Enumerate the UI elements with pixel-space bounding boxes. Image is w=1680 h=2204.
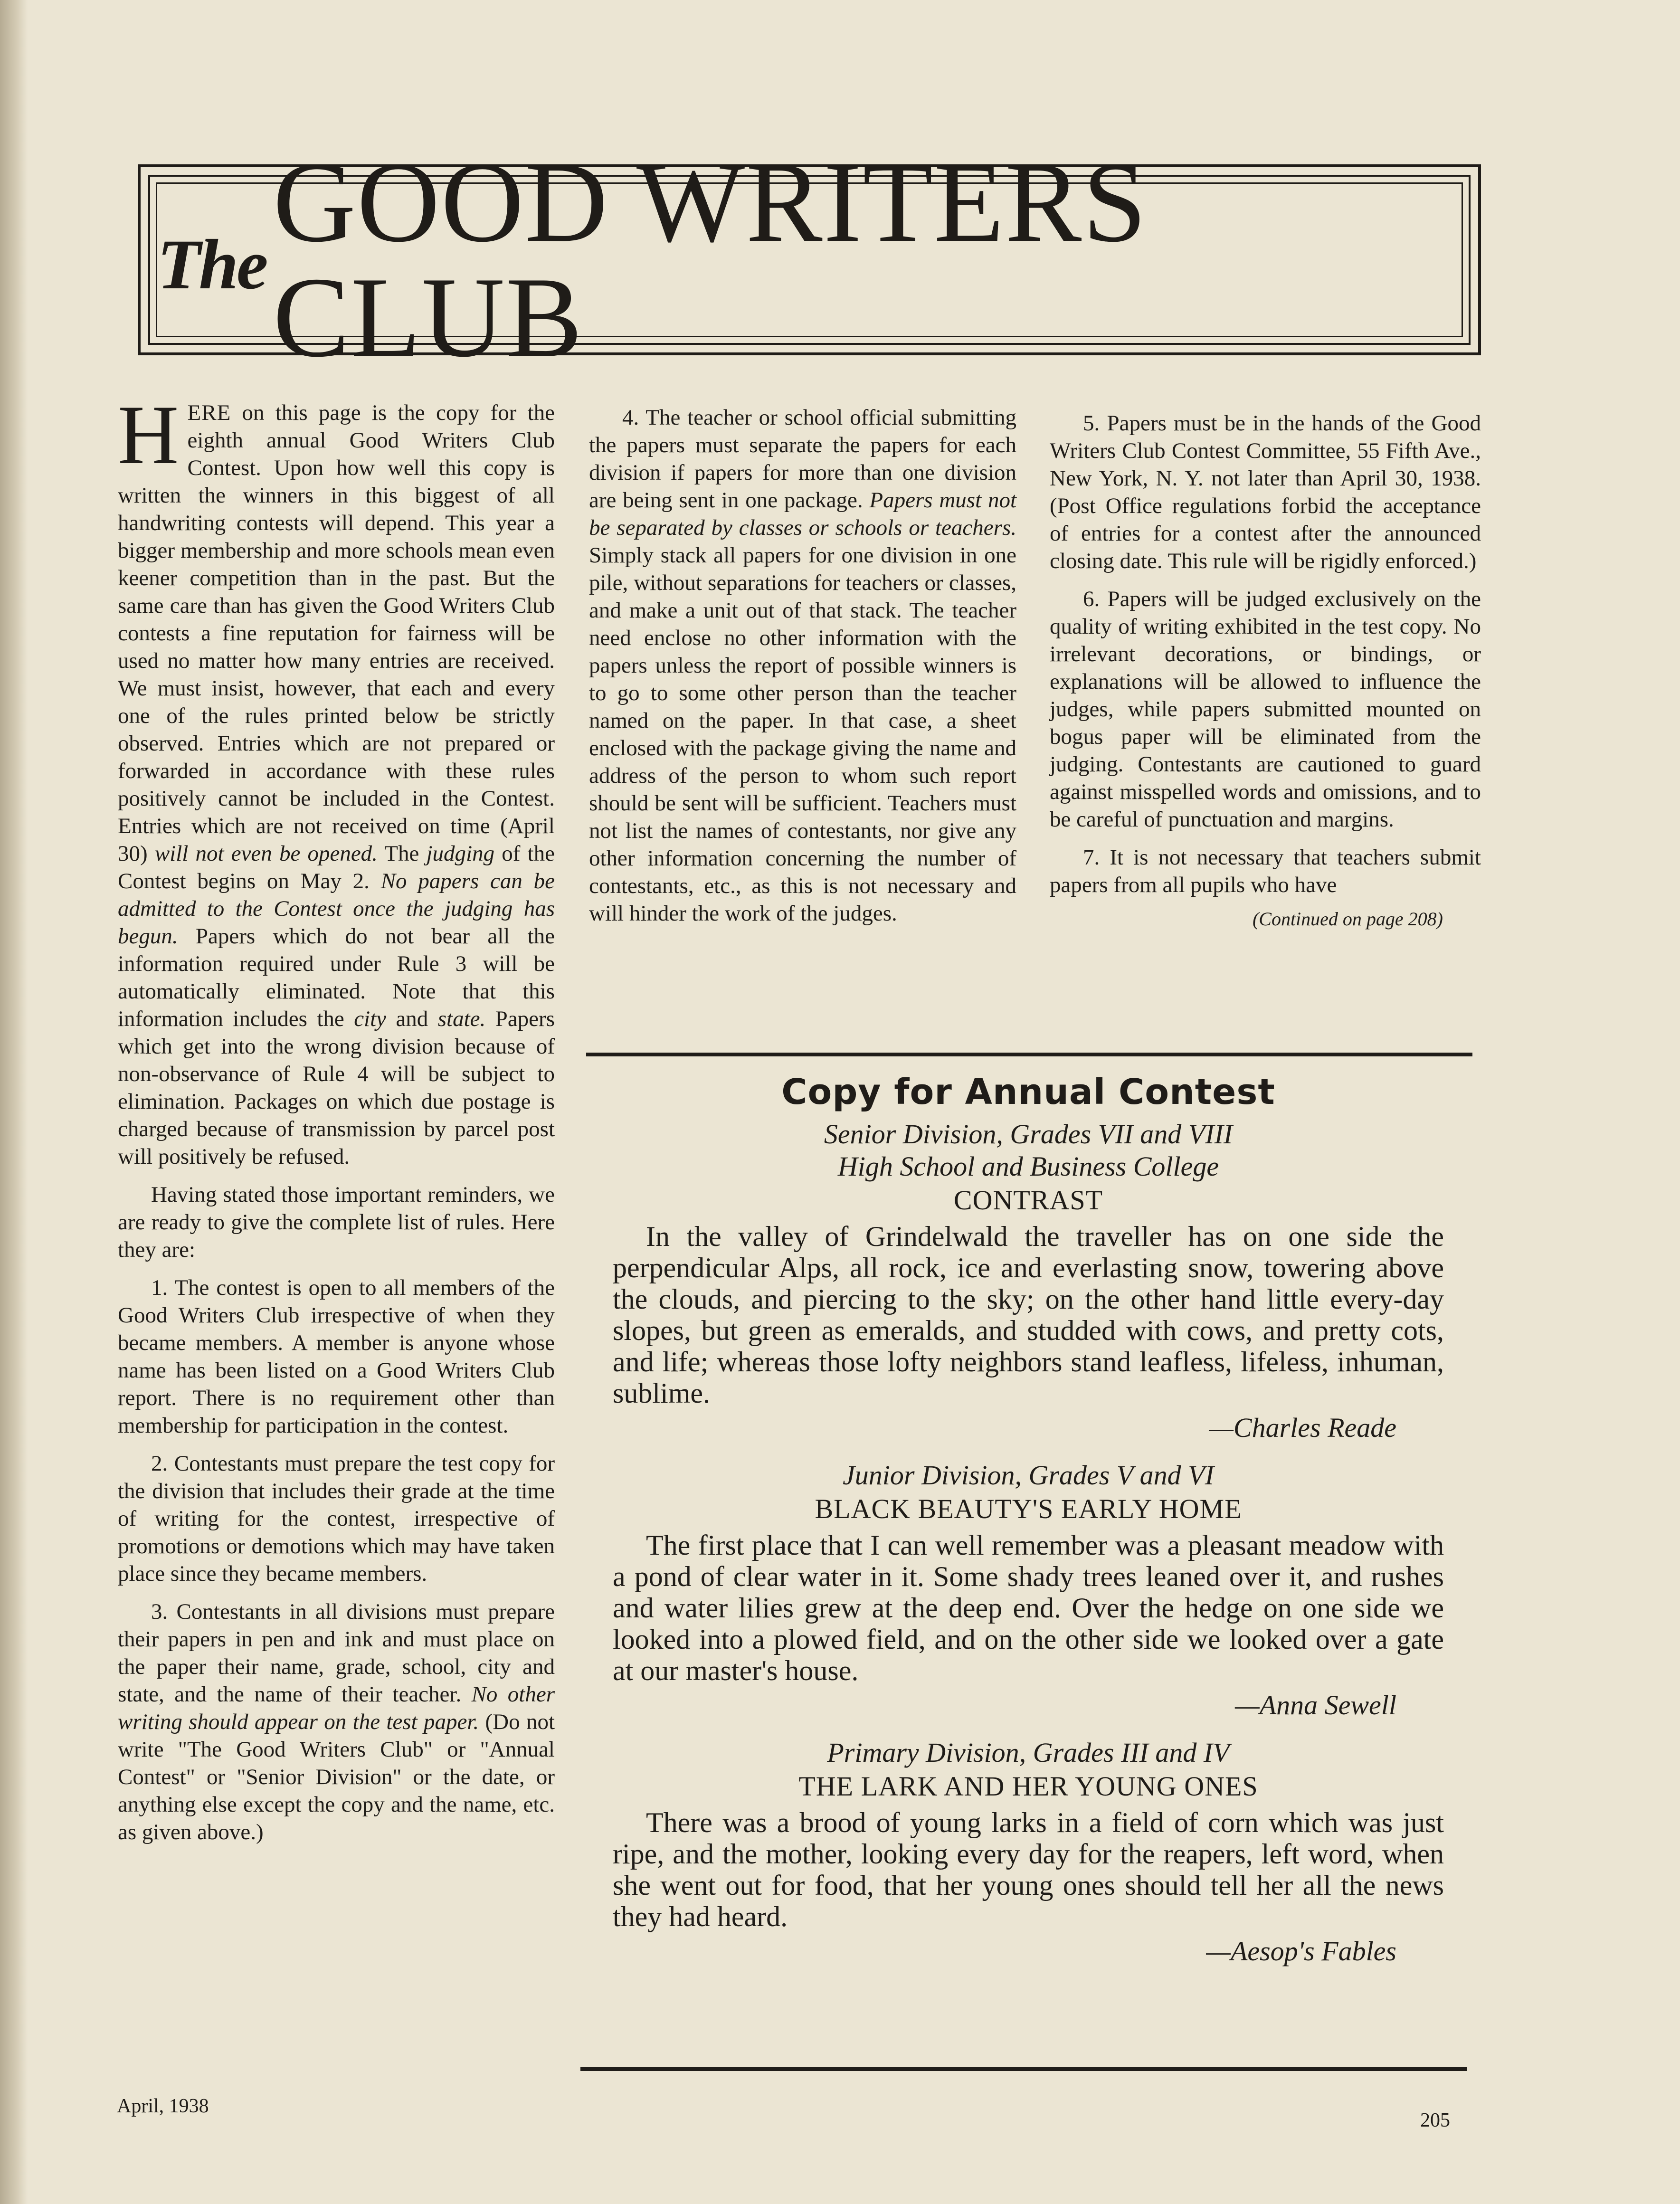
intro-italic-3: No papers can be admitted to the Contest once the judging has begun. [118, 869, 555, 949]
page-number: 205 [1420, 2109, 1450, 2131]
senior-division-subheading: High School and Business College [837, 1151, 1219, 1182]
rule-2: 2. Contestants must prepare the test copy for the division that includes their grade at the time of writing for the contest, irrespective of promotions or demotions which may have taken place since they became members. [118, 1451, 555, 1586]
rule-3 [118, 1598, 555, 1846]
intro-text-1: on this page is the copy for the eighth annual Good Writers Club Contest. Upon how well this copy is written the winners in this biggest of all handwriting contests will depend. This year a bigger membership and more schools mean even keener competition than in the past. But the same care than has given the Good Writers Club contests a fine reputation for fairness will be used no matter how many entries are received. We must insist, however, that each and every one of the rules printed below be strictly observed. Entries which are not prepared or forwarded in accordance with these rules positively cannot be included in the Contest. Entries which are not received on time (April 30) [118, 400, 555, 866]
senior-piece-text: In the valley of Grindelwald the traveller has on one side the perpendicular Alps, all rock, ice and everlasting snow, towering above the clouds, and piercing to the sky; on the other hand little every-day slopes, but green as emeralds, and studded with cows, and pretty cots, and life; whereas those lofty neighbors stand leafless, lifeless, inhuman, sublime. [613, 1221, 1444, 1409]
contest-bottom-rule [580, 2067, 1467, 2071]
intro-italic-2: judging [426, 841, 495, 866]
senior-piece-title: CONTRAST [953, 1185, 1103, 1216]
intro-italic-1: will not even be opened. [154, 841, 378, 866]
intro-text-5: and [386, 1007, 438, 1031]
primary-piece-text: There was a brood of young larks in a field of corn which was just ripe, and the mother, looking every day for the reapers, left word, when she went out for food, that her young ones should tell her all the news they had heard. [613, 1807, 1444, 1932]
masthead-the: The [157, 225, 266, 304]
intro-italic-5: state. [437, 1007, 486, 1031]
contest-copy-box [613, 1066, 1444, 1970]
drop-cap: H [118, 388, 179, 482]
junior-division-heading: Junior Division, Grades V and VI [843, 1460, 1214, 1491]
rule-4-text-a: 4. The teacher or school official submitting the papers must separate the papers for each division if papers for more than one division are being sent in one package. [589, 405, 1016, 513]
contest-top-rule [586, 1053, 1472, 1056]
junior-piece-author: —Anna Sewell [1235, 1690, 1396, 1720]
intro-lead: ERE [187, 400, 231, 425]
contest-title: Copy for Annual Contest [781, 1072, 1275, 1112]
masthead-frame [156, 139, 1463, 381]
rule-4-italic: Papers must not be separated by classes or schools or teachers. [589, 488, 1016, 540]
page-spine-shadow [0, 0, 28, 2204]
column-2 [589, 404, 1016, 927]
masthead-title: GOOD WRITERS CLUB [273, 139, 1148, 381]
primary-division-heading: Primary Division, Grades III and IV [827, 1737, 1230, 1768]
rule-3-italic: No other writing should appear on the test paper. [118, 1682, 555, 1734]
reminders-paragraph: Having stated those important reminders, we are ready to give the complete list of rules. Here they are: [118, 1182, 555, 1262]
rule-5: 5. Papers must be in the hands of the Good Writers Club Contest Committee, 55 Fifth Ave., New York, N. Y. not later than April 30, 1938. (Post Office regulations forbid the acceptance of entries for a contest after the announced closing date. This rule will be rigidly enforced.) [1050, 411, 1481, 573]
intro-text-2: The [377, 841, 427, 866]
intro-text-6: Papers which get into the wrong division because of non-observance of Rule 4 will be subject to elimination. Packages on which due postage is charged because of transmission by parcel post will positively be refused. [118, 1007, 555, 1169]
rule-3-text-b: (Do not write "The Good Writers Club" or "Annual Contest" or "Senior Division" or the date, or anything else except the copy and the name, etc. as given above.) [118, 1710, 555, 1844]
masthead-border [148, 139, 1471, 381]
rule-7: 7. It is not necessary that teachers submit papers from all pupils who have [1050, 845, 1481, 897]
junior-piece-text: The first place that I can well remember was a pleasant meadow with a pond of clear water in it. Some shady trees leaned over it, and rushes and water lilies grew at the deep end. Over the hedge on one side we looked into a plowed field, and on the other side we looked over a gate at our master's house. [613, 1530, 1444, 1686]
intro-italic-4: city [354, 1007, 387, 1031]
rule-4 [589, 404, 1016, 927]
spacer [613, 1724, 1444, 1737]
masthead [138, 139, 1481, 381]
issue-date: April, 1938 [117, 2095, 209, 2117]
primary-piece-title: THE LARK AND HER YOUNG ONES [798, 1771, 1258, 1802]
continued-note: (Continued on page 208) [1252, 908, 1443, 930]
junior-piece-title: BLACK BEAUTY'S EARLY HOME [815, 1493, 1242, 1524]
rule-6: 6. Papers will be judged exclusively on the quality of writing exhibited in the test copy. No irrelevant decorations, or bindings, or explanations will be allowed to influence the judges, while papers submitted mounted on bogus paper will be eliminated from the judging. Contestants are cautioned to guard against misspelled words and omissions, and to be careful of punctuation and margins. [1050, 587, 1481, 832]
spacer [613, 1447, 1444, 1459]
rule-3-text-a: 3. Contestants in all divisions must prepare their papers in pen and ink and must place on the paper their name, grade, school, city and state, and the name of their teacher. [118, 1599, 555, 1707]
senior-division-heading: Senior Division, Grades VII and VIII [824, 1119, 1233, 1150]
column-1 [118, 388, 555, 1846]
senior-piece-author: —Charles Reade [1209, 1412, 1396, 1443]
rule-1: 1. The contest is open to all members of the Good Writers Club irrespective of when they became members. A member is anyone whose name has been listed on a Good Writers Club report. There is no requirement other than membership for participation in the contest. [118, 1275, 555, 1438]
intro-text-3: of the Contest begins on May 2. [118, 841, 555, 893]
intro-text-4: Papers which do not bear all the information required under Rule 3 will be automatically eliminated. Note that this information includes the [118, 924, 555, 1031]
column-3 [1050, 409, 1481, 933]
rule-4-text-b: Simply stack all papers for one division in one pile, without separations for teachers or classes, and make a unit out of that stack. The teacher need enclose no other information with the papers unless the report of possible winners is to go to some other person than the teacher named on the paper. In that case, a sheet enclosed with the package giving the name and address of the person to whom such report should be sent will be sufficient. Teachers must not list the names of contestants, nor give any other information concerning the number of contestants, etc., as this is not necessary and will hinder the work of the judges. [589, 543, 1016, 926]
primary-piece-author: —Aesop's Fables [1206, 1936, 1396, 1966]
intro-paragraph [118, 388, 555, 1170]
